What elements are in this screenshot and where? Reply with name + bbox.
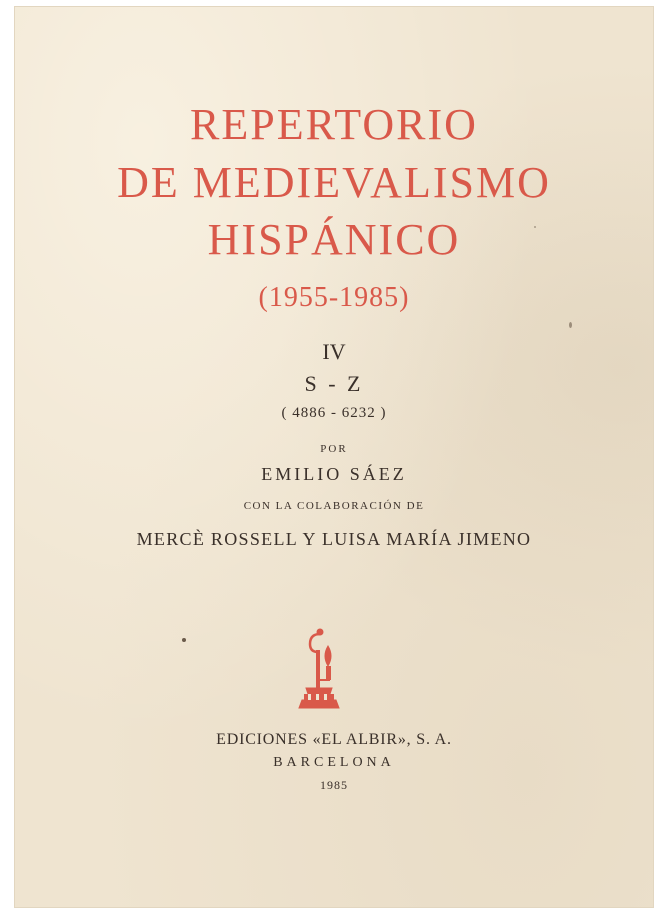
publisher-city: BARCELONA — [273, 755, 395, 770]
publication-year: 1985 — [320, 778, 348, 792]
by-label: POR — [320, 443, 348, 455]
lamp-printer-mark-icon — [292, 624, 344, 714]
author-name: EMILIO SÁEZ — [261, 464, 407, 484]
title-line-2: DE MEDIEVALISMO — [117, 158, 551, 207]
title-line-3: HISPÁNICO — [207, 215, 461, 264]
collaborators-names: MERCÈ ROSSELL Y LUISA MARÍA JIMENO — [136, 529, 532, 549]
volume-range: S - Z — [304, 371, 364, 396]
title-page — [14, 6, 654, 908]
title-years: (1955-1985) — [258, 282, 410, 313]
paper-speck — [534, 226, 536, 228]
paper-speck — [569, 322, 572, 328]
title-line-1: REPERTORIO — [190, 100, 478, 149]
publisher-name: EDICIONES «EL ALBIR», S. A. — [216, 731, 452, 748]
volume-number: IV — [322, 339, 346, 364]
collaboration-label: CON LA COLABORACIÓN DE — [243, 500, 425, 512]
paper-speck — [182, 638, 186, 642]
volume-entries: ( 4886 - 6232 ) — [281, 405, 387, 421]
